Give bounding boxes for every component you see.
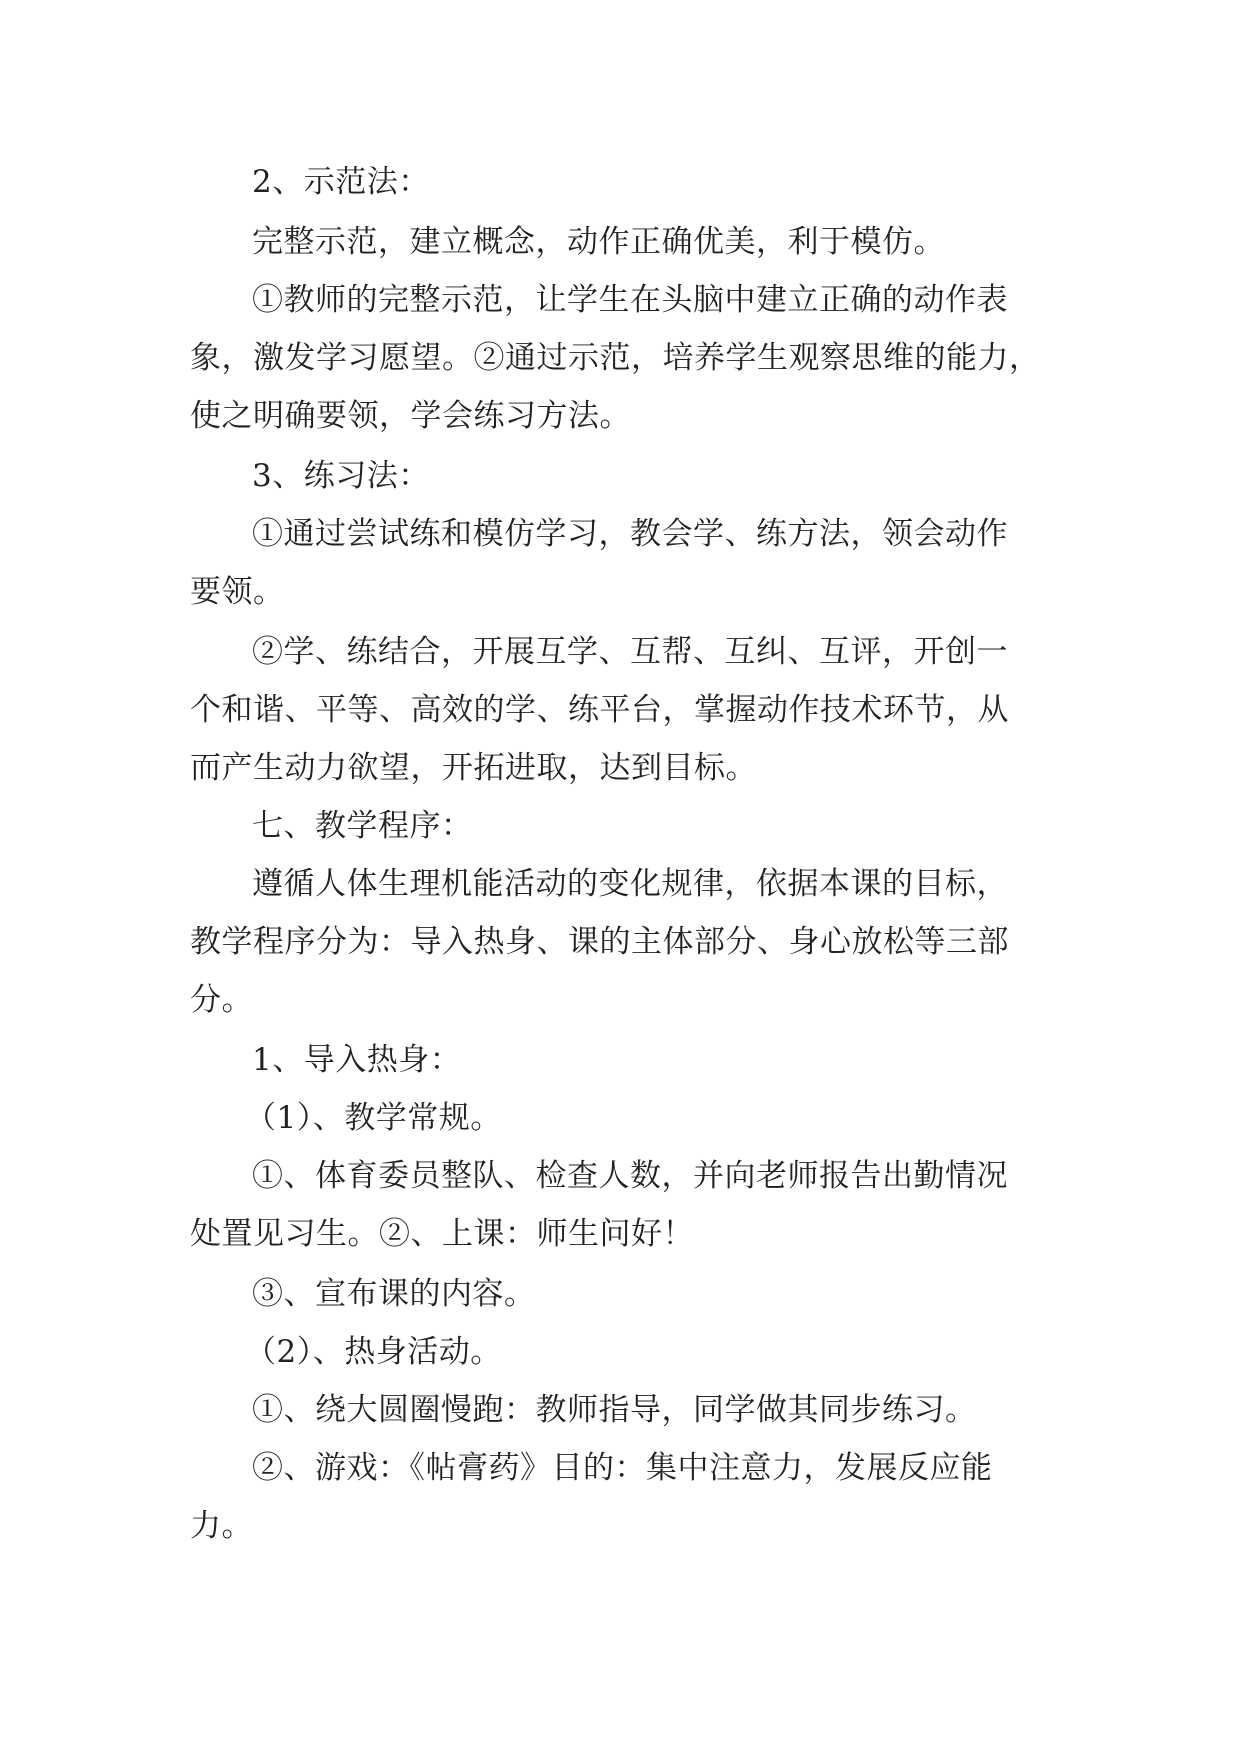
paragraph-line: 象，激发学习愿望。②通过示范，培养学生观察思维的能力， bbox=[190, 340, 1041, 376]
paragraph-line: 力。 bbox=[190, 1508, 253, 1544]
paragraph-line: 要领。 bbox=[190, 574, 285, 610]
heading-practice-method: 3、练习法： bbox=[252, 458, 430, 494]
paragraph-line: ②、游戏：《帖膏药》目的：集中注意力，发展反应能 bbox=[252, 1450, 993, 1486]
paragraph-line: 处置见习生。②、上课：师生问好！ bbox=[190, 1216, 694, 1252]
paragraph-line: ③、宣布课的内容。 bbox=[252, 1276, 536, 1312]
paragraph-line: ①、体育委员整队、检查人数，并向老师报告出勤情况 bbox=[252, 1158, 1008, 1194]
paragraph-line: 遵循人体生理机能活动的变化规律，依据本课的目标， bbox=[252, 866, 1008, 902]
paragraph-line: 教学程序分为：导入热身、课的主体部分、身心放松等三部 bbox=[190, 924, 1009, 960]
paragraph-line: ①通过尝试练和模仿学习，教会学、练方法，领会动作 bbox=[252, 516, 1008, 552]
heading-warmup: 1、导入热身： bbox=[252, 1042, 462, 1078]
heading-demonstration-method: 2、示范法： bbox=[252, 164, 430, 200]
paragraph-line: ②学、练结合，开展互学、互帮、互纠、互评，开创一 bbox=[252, 634, 1008, 670]
subheading-routine: （1）、教学常规。 bbox=[245, 1100, 502, 1136]
paragraph-line: 个和谐、平等、高效的学、练平台，掌握动作技术环节，从 bbox=[190, 692, 1009, 728]
paragraph-line: 完整示范，建立概念，动作正确优美，利于模仿。 bbox=[252, 224, 945, 260]
paragraph-line: ①、绕大圆圈慢跑：教师指导，同学做其同步练习。 bbox=[252, 1392, 977, 1428]
paragraph-line: 而产生动力欲望，开拓进取，达到目标。 bbox=[190, 750, 757, 786]
paragraph-line: ①教师的完整示范，让学生在头脑中建立正确的动作表 bbox=[252, 282, 1008, 318]
subheading-warmup-activity: （2）、热身活动。 bbox=[245, 1334, 502, 1370]
heading-teaching-procedure: 七、教学程序： bbox=[252, 808, 473, 844]
paragraph-line: 分。 bbox=[190, 982, 253, 1018]
paragraph-line: 使之明确要领，学会练习方法。 bbox=[190, 398, 631, 434]
